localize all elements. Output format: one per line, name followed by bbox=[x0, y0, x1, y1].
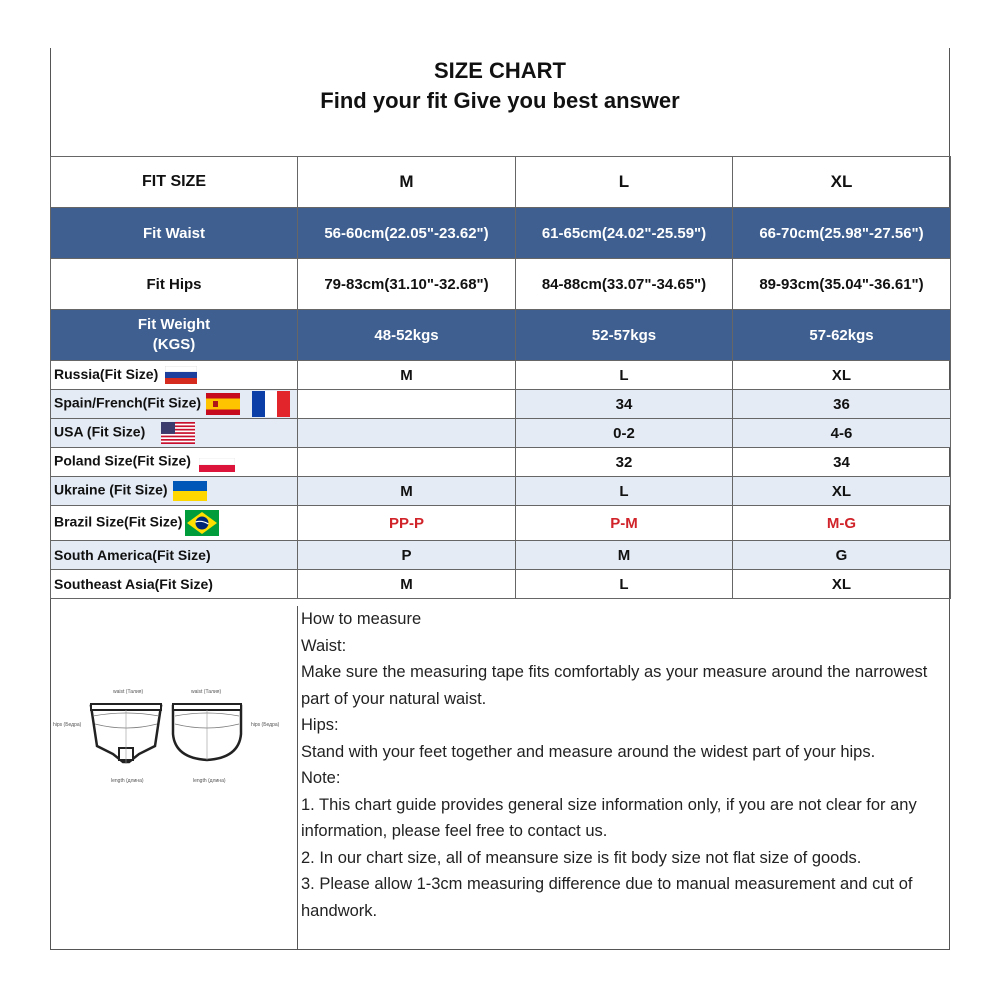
hips-instruction: Stand with your feet together and measure around the widest part of your hips. bbox=[301, 742, 876, 761]
cell-l: 34 bbox=[516, 390, 733, 419]
country-label-text: Poland Size(Fit Size) bbox=[54, 452, 191, 469]
cell-m bbox=[298, 419, 516, 448]
waist-m: 56-60cm(22.05"-23.62") bbox=[298, 208, 516, 259]
diagram-length-label-right: length (длина) bbox=[193, 778, 226, 784]
hips-xl: 89-93cm(35.04"-36.61") bbox=[733, 259, 951, 310]
measure-section bbox=[51, 606, 951, 950]
country-row-usa bbox=[51, 419, 951, 448]
cell-xl: 36 bbox=[733, 390, 951, 419]
country-row-southeast-asia bbox=[51, 570, 951, 599]
cell-m: P bbox=[298, 541, 516, 570]
cell-l: P-M bbox=[516, 506, 733, 541]
country-label bbox=[51, 419, 298, 448]
diagram-hips-label-right: hips (Бедра) bbox=[251, 722, 280, 728]
howto-heading: How to measure bbox=[301, 610, 422, 628]
size-header-xl: XL bbox=[733, 157, 951, 208]
russia-flag-icon bbox=[165, 366, 197, 384]
spain-flag-icon bbox=[206, 393, 240, 415]
size-header-l: L bbox=[516, 157, 733, 208]
cell-m bbox=[298, 390, 516, 419]
underwear-diagram bbox=[51, 606, 297, 949]
cell-xl: 34 bbox=[733, 448, 951, 477]
cell-l: L bbox=[516, 570, 733, 599]
cell-xl: XL bbox=[733, 477, 951, 506]
country-row-brazil bbox=[51, 506, 951, 541]
waist-l: 61-65cm(24.02"-25.59") bbox=[516, 208, 733, 259]
country-label-text: Brazil Size(Fit Size) bbox=[54, 513, 183, 530]
diagram-waist-label-left: waist (Талия) bbox=[113, 689, 144, 695]
hips-m: 79-83cm(31.10"-32.68") bbox=[298, 259, 516, 310]
hips-heading: Hips: bbox=[301, 716, 339, 734]
waist-heading: Waist: bbox=[301, 636, 347, 655]
hips-row bbox=[51, 259, 951, 310]
country-label-text: Spain/French(Fit Size) bbox=[54, 394, 202, 411]
note-item: 3. Please allow 1-3cm measuring difference due to manual measurement and cut of handwork. bbox=[301, 875, 913, 920]
cell-xl: M-G bbox=[733, 506, 951, 541]
cell-l: 0-2 bbox=[516, 419, 733, 448]
hips-label: Fit Hips bbox=[51, 259, 298, 310]
cell-m: M bbox=[298, 477, 516, 506]
country-label: Southeast Asia(Fit Size) bbox=[51, 570, 298, 599]
country-label: South America(Fit Size) bbox=[51, 541, 298, 570]
waist-label: Fit Waist bbox=[51, 208, 298, 259]
country-label bbox=[51, 506, 298, 541]
weight-xl: 57-62kgs bbox=[733, 310, 951, 361]
cell-l: M bbox=[516, 541, 733, 570]
waist-row bbox=[51, 208, 951, 259]
country-label bbox=[51, 361, 298, 390]
cell-xl: XL bbox=[733, 361, 951, 390]
diagram-waist-label-right: waist (Талия) bbox=[191, 689, 222, 695]
note-heading: Note: bbox=[301, 769, 341, 787]
country-row-ukraine bbox=[51, 477, 951, 506]
ukraine-flag-icon bbox=[173, 481, 207, 501]
poland-flag-icon bbox=[199, 458, 235, 472]
brazil-flag-icon bbox=[185, 510, 219, 536]
waist-instruction: Make sure the measuring tape fits comfortably as your measure around the narrowest part of your natural waist. bbox=[301, 663, 928, 708]
cell-m: M bbox=[298, 361, 516, 390]
country-row-spain-french bbox=[51, 390, 951, 419]
country-label-text: Ukraine (Fit Size) bbox=[54, 481, 168, 498]
usa-flag-icon bbox=[161, 422, 195, 444]
measure-instructions bbox=[301, 606, 946, 924]
weight-label-line1: Fit Weight bbox=[137, 316, 211, 333]
cell-m bbox=[298, 448, 516, 477]
cell-m: PP-P bbox=[298, 506, 516, 541]
country-label-text: Russia(Fit Size) bbox=[54, 365, 159, 382]
chart-subtitle: Find your fit Give you best answer bbox=[320, 88, 680, 113]
chart-title: SIZE CHART bbox=[434, 58, 566, 83]
note-item: 1. This chart guide provides general size information only, if you are not clear for any information, please feel free to contact us. bbox=[301, 795, 917, 840]
note-item: 2. In our chart size, all of meansure size is fit body size not flat size of goods. bbox=[301, 848, 862, 867]
weight-m: 48-52kgs bbox=[298, 310, 516, 361]
cell-xl: G bbox=[733, 541, 951, 570]
country-label bbox=[51, 390, 298, 419]
cell-l: L bbox=[516, 477, 733, 506]
cell-l: 32 bbox=[516, 448, 733, 477]
table-header-row bbox=[51, 157, 951, 208]
country-row-south-america bbox=[51, 541, 951, 570]
weight-row bbox=[51, 310, 951, 361]
fit-size-header: FIT SIZE bbox=[51, 157, 298, 208]
diagram-hips-label-left: hips (Бедра) bbox=[53, 722, 82, 728]
cell-xl: XL bbox=[733, 570, 951, 599]
country-label bbox=[51, 477, 298, 506]
diagram-length-label-left: length (длина) bbox=[111, 778, 144, 784]
country-row-russia bbox=[51, 361, 951, 390]
measure-diagram bbox=[51, 606, 298, 949]
size-table bbox=[50, 156, 951, 599]
weight-label-line2: (KGS) bbox=[152, 336, 196, 353]
cell-l: L bbox=[516, 361, 733, 390]
country-label-text: USA (Fit Size) bbox=[54, 423, 146, 440]
country-label bbox=[51, 448, 298, 477]
hips-l: 84-88cm(33.07"-34.65") bbox=[516, 259, 733, 310]
cell-m: M bbox=[298, 570, 516, 599]
size-chart-sheet bbox=[50, 48, 950, 950]
france-flag-icon bbox=[252, 391, 290, 417]
country-row-poland bbox=[51, 448, 951, 477]
weight-label bbox=[51, 310, 298, 361]
waist-xl: 66-70cm(25.98"-27.56") bbox=[733, 208, 951, 259]
cell-xl: 4-6 bbox=[733, 419, 951, 448]
size-header-m: M bbox=[298, 157, 516, 208]
title-block bbox=[51, 48, 949, 156]
weight-l: 52-57kgs bbox=[516, 310, 733, 361]
